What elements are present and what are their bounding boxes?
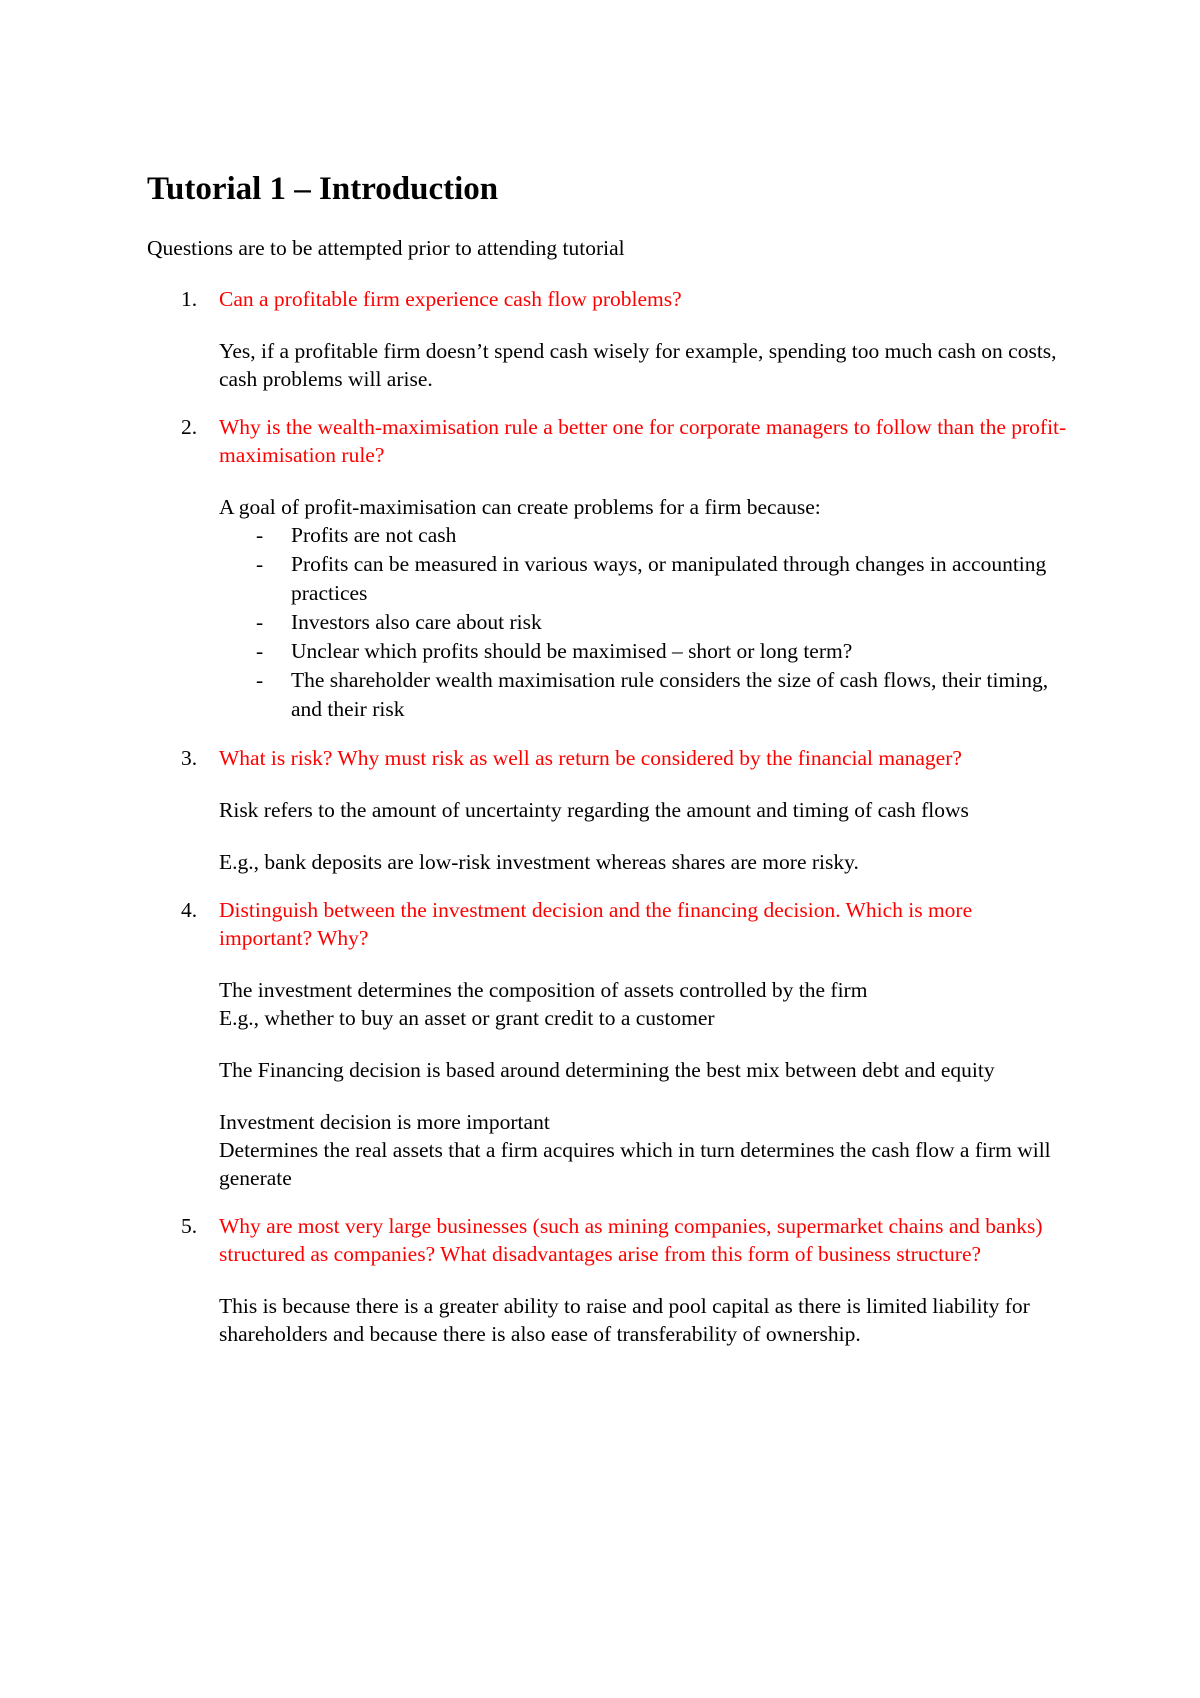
document-page bbox=[147, 170, 1067, 1368]
question-item-5 bbox=[147, 1212, 1067, 1348]
question-number: 3. bbox=[181, 745, 198, 770]
answer-intro: A goal of profit-maximisation can create problems for a firm because: bbox=[219, 494, 821, 519]
bullet-item: - Profits can be measured in various ways, or manipulated through changes in accounting practices bbox=[256, 551, 1047, 605]
question-text: What is risk? Why must risk as well as return be considered by the financial manager? bbox=[219, 745, 962, 770]
intro-text: Questions are to be attempted prior to attending tutorial bbox=[147, 235, 625, 260]
answer-text: Risk refers to the amount of uncertainty regarding the amount and timing of cash flows bbox=[219, 797, 969, 822]
question-number: 2. bbox=[181, 414, 198, 439]
dash-marker: - bbox=[256, 551, 264, 576]
question-item-4 bbox=[147, 896, 1067, 1192]
answer-text: E.g., bank deposits are low-risk investment whereas shares are more risky. bbox=[219, 849, 859, 874]
question-item-2 bbox=[147, 413, 1067, 724]
dash-marker: - bbox=[256, 522, 264, 547]
dash-marker: - bbox=[256, 638, 264, 663]
answer-line: The investment determines the composition of assets controlled by the firm bbox=[219, 977, 868, 1002]
answer-block bbox=[219, 976, 1067, 1032]
bullet-item: - Investors also care about risk bbox=[219, 608, 1067, 637]
question-text: Why are most very large businesses (such as mining companies, supermarket chains and banks) structured as companies? What disadvantages arise from this form of business structure? bbox=[219, 1213, 1043, 1266]
question-list bbox=[147, 285, 1067, 1348]
answer-line: Investment decision is more important bbox=[219, 1109, 550, 1134]
question-text: Why is the wealth-maximisation rule a better one for corporate managers to follow than the profit- maximisation rule? bbox=[219, 414, 1067, 467]
answer-line: Determines the real assets that a firm acquires which in turn determines the cash flow a firm will generate bbox=[219, 1137, 1051, 1190]
question-number: 1. bbox=[181, 286, 198, 311]
question-text: Distinguish between the investment decision and the financing decision. Which is more important? Why? bbox=[219, 897, 973, 950]
answer-text: Yes, if a profitable firm doesn’t spend cash wisely for example, spending too much cash on costs, cash problems will arise. bbox=[219, 338, 1057, 391]
bullet-item: - Unclear which profits should be maximised – short or long term? bbox=[219, 637, 1067, 666]
answer-block bbox=[219, 1108, 1067, 1192]
page-title: Tutorial 1 – Introduction bbox=[147, 171, 499, 207]
question-number: 4. bbox=[181, 897, 198, 922]
bullet-item: - The shareholder wealth maximisation rule considers the size of cash flows, their timing, and their risk bbox=[256, 667, 1049, 721]
answer-text: The Financing decision is based around determining the best mix between debt and equity bbox=[219, 1057, 995, 1082]
question-number: 5. bbox=[181, 1213, 198, 1238]
dash-marker: - bbox=[256, 667, 264, 692]
question-item-3 bbox=[147, 744, 1067, 876]
answer-text: This is because there is a greater ability to raise and pool capital as there is limited liability for shareholders and because there is also ease of transferability of ownership. bbox=[219, 1293, 1030, 1346]
answer-line: E.g., whether to buy an asset or grant credit to a customer bbox=[219, 1005, 715, 1030]
dash-marker: - bbox=[256, 609, 264, 634]
question-item-1 bbox=[147, 285, 1067, 393]
answer-block bbox=[219, 493, 1067, 724]
bullet-list bbox=[219, 521, 1067, 724]
question-text: Can a profitable firm experience cash flow problems? bbox=[219, 286, 682, 311]
bullet-item: - Profits are not cash bbox=[219, 521, 1067, 550]
